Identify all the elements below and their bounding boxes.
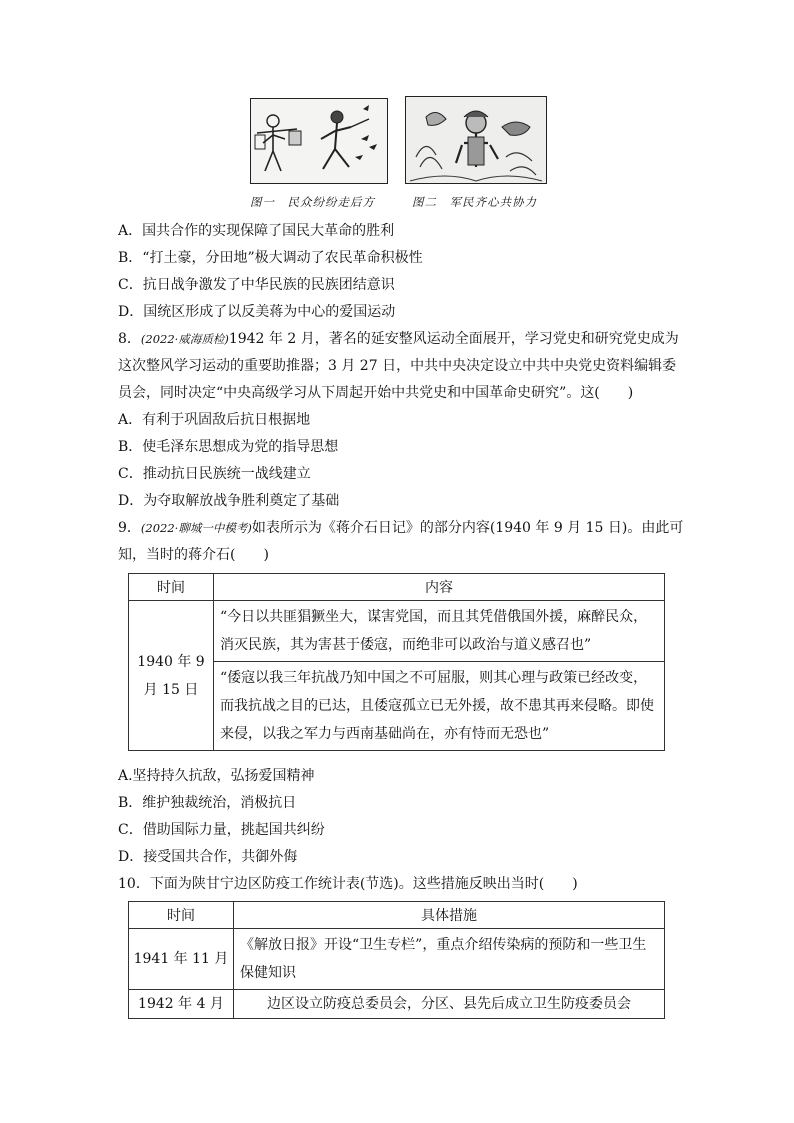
q10-epidemic-table [128,901,665,1019]
q9-option-b: B．维护独裁统治，消极抗日 [118,795,297,811]
q9-diary-table [128,573,665,751]
q9-table-header-content: 内容 [214,574,665,601]
q9-source: (2022·聊城一中模考) [140,521,252,535]
q9-stem-line-1 [118,519,683,537]
q10-row-2-time: 1942 年 4 月 [129,990,234,1019]
q9-quote-2-line-3: 来侵，以我之军力与西南基础尚在，亦有恃而无恐也” [220,726,550,742]
q10-table-header-measures: 具体措施 [234,902,665,929]
figure-one-caption: 图一 民众纷纷走后方 [250,195,375,209]
q8-option-b: B．使毛泽东思想成为党的指导思想 [118,439,339,455]
q10-row-2-measure: 边区设立防疫总委员会，分区、县先后成立卫生防疫委员会 [234,990,665,1019]
q9-stem-text: 如表所示为《蒋介石日记》的部分内容(1940 年 9 月 15 日)。由此可 [251,520,684,536]
q9-quote-1-cell [214,601,665,662]
q9-number: 9． [118,520,141,536]
q8-stem-text: 1942 年 2 月，著名的延安整风运动全面展开，学习党史和研究党史成为 [228,331,679,347]
q8-option-a: A．有利于巩固敌后抗日根据地 [118,412,311,428]
q8-source: (2022·威海质检) [140,332,229,346]
q10-stem: 10．下面为陕甘宁边区防疫工作统计表(节选)。这些措施反映出当时( ) [118,876,578,892]
q8-option-c: C．推动抗日民族统一战线建立 [118,466,311,482]
soldier-crowd-sketch-icon [406,97,546,183]
q9-option-d: D．接受国共合作，共御外侮 [118,849,298,865]
q9-table-header-time: 时间 [129,574,214,601]
q10-row-1-measure [234,929,665,990]
figure-one-illustration [250,98,388,184]
figure-two-illustration [405,96,547,184]
q7-option-a: A．国共合作的实现保障了国民大革命的胜利 [118,223,395,239]
q9-quote-2-line-1: “倭寇以我三年抗战乃知中国之不可屈服，则其心理与政策已经改变， [220,670,648,686]
q9-quote-2-cell [214,662,665,751]
q9-time-line-1: 1940 年 9 [137,653,205,670]
q8-stem-line-3: 员会，同时决定“中央高级学习从下周起开始中共党史和中国革命史研究”。这( ) [118,385,634,401]
q8-stem-line-1 [118,330,679,348]
q7-option-b: B．“打土豪，分田地”极大调动了农民革命积极性 [118,250,423,266]
q8-option-d: D．为夺取解放战争胜利奠定了基础 [118,493,340,509]
refugees-sketch-icon [251,99,387,183]
figure-two-caption: 图二 军民齐心共协力 [412,195,537,209]
q9-quote-1-line-2: 消灭民族，其为害甚于倭寇，而绝非可以政治与道义感召也” [220,637,592,653]
q9-quote-1-line-1: “今日以共匪猖獗坐大，谋害党国，而且其凭借俄国外援，麻醉民众， [220,609,648,625]
q9-option-a: A.坚持持久抗敌，弘扬爱国精神 [118,768,315,784]
q10-row-1-time: 1941 年 11 月 [129,929,234,990]
q9-time-line-2: 月 15 日 [143,681,199,698]
q10-row-1-line-2: 保健知识 [240,965,296,981]
q9-quote-2-line-2: 而我抗战之目的已达，且倭寇孤立已无外援，故不患其再来侵略。即使 [220,698,654,714]
q10-table-header-time: 时间 [129,902,234,929]
q8-number: 8． [118,331,141,347]
q7-option-c: C．抗日战争激发了中华民族的民族团结意识 [118,277,395,293]
q8-stem-line-2: 这次整风学习运动的重要助推器；3 月 27 日，中共中央决定设立中共中央党史资料编辑委 [118,358,677,374]
q10-row-1-line-1: 《解放日报》开设“卫生专栏”，重点介绍传染病的预防和一些卫生 [240,937,647,953]
q9-stem-line-2: 知，当时的蒋介石( ) [118,547,269,563]
q9-option-c: C．借助国际力量，挑起国共纠纷 [118,822,325,838]
q9-table-time-cell [129,601,214,751]
q7-option-d: D．国统区形成了以反美蒋为中心的爱国运动 [118,304,396,320]
